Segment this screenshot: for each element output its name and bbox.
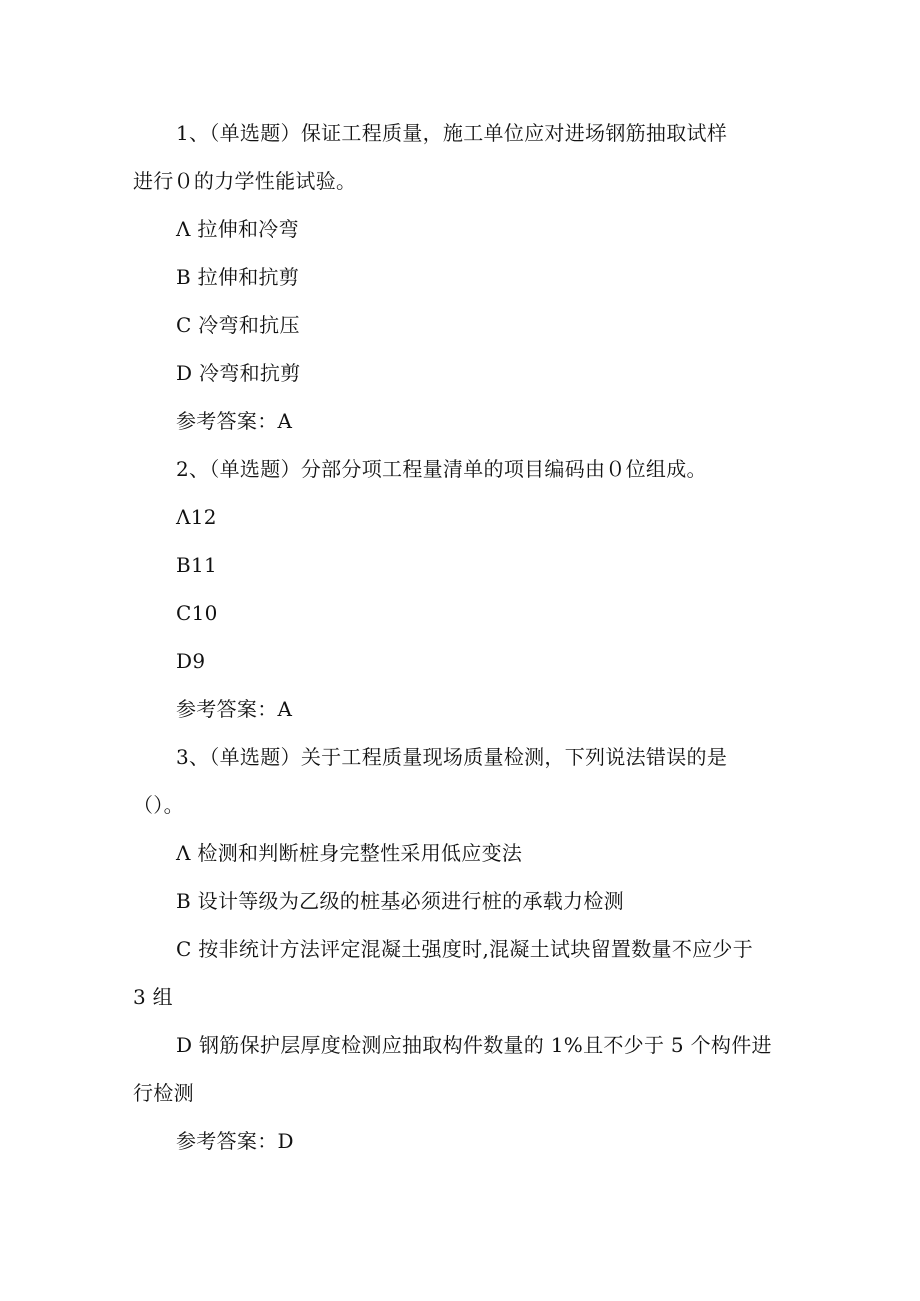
question-3-stem-line-2: （）。	[133, 793, 184, 817]
question-1-option-b: B 拉伸和抗剪	[176, 265, 300, 289]
question-2-option-a: Λ12	[176, 505, 217, 529]
question-3-option-d-line-2: 行检测	[133, 1081, 194, 1105]
question-3-option-c-line-2: 3 组	[133, 985, 173, 1009]
question-2-answer: 参考答案：A	[176, 697, 293, 721]
question-1-stem-line-2: 进行０的力学性能试验。	[133, 169, 357, 193]
question-3-option-a: Λ 检测和判断桩身完整性采用低应变法	[176, 841, 523, 865]
question-3-option-b: B 设计等级为乙级的桩基必须进行桩的承载力检测	[176, 889, 624, 913]
question-1-option-c: C 冷弯和抗压	[176, 313, 300, 337]
question-1-option-a: Λ 拉伸和冷弯	[176, 217, 299, 241]
question-2-option-c: C10	[176, 601, 218, 625]
question-3-answer: 参考答案：D	[176, 1129, 294, 1153]
question-3-option-d-line-1: D 钢筋保护层厚度检测应抽取构件数量的 1%且不少于 5 个构件进	[176, 1033, 772, 1057]
question-3-stem-line-1: 3、（单选题）关于工程质量现场质量检测，下列说法错误的是	[176, 745, 728, 769]
question-2-stem-line-1: 2、（单选题）分部分项工程量清单的项目编码由０位组成。	[176, 457, 707, 481]
question-2-option-b: B11	[176, 553, 218, 577]
question-1-answer: 参考答案：A	[176, 409, 293, 433]
question-2-option-d: D9	[176, 649, 206, 673]
question-1-option-d: D 冷弯和抗剪	[176, 361, 301, 385]
question-3-option-c-line-1: C 按非统计方法评定混凝土强度时,混凝土试块留置数量不应少于	[176, 937, 754, 961]
question-1-stem-line-1: 1、（单选题）保证工程质量，施工单位应对进场钢筋抽取试样	[176, 121, 728, 145]
